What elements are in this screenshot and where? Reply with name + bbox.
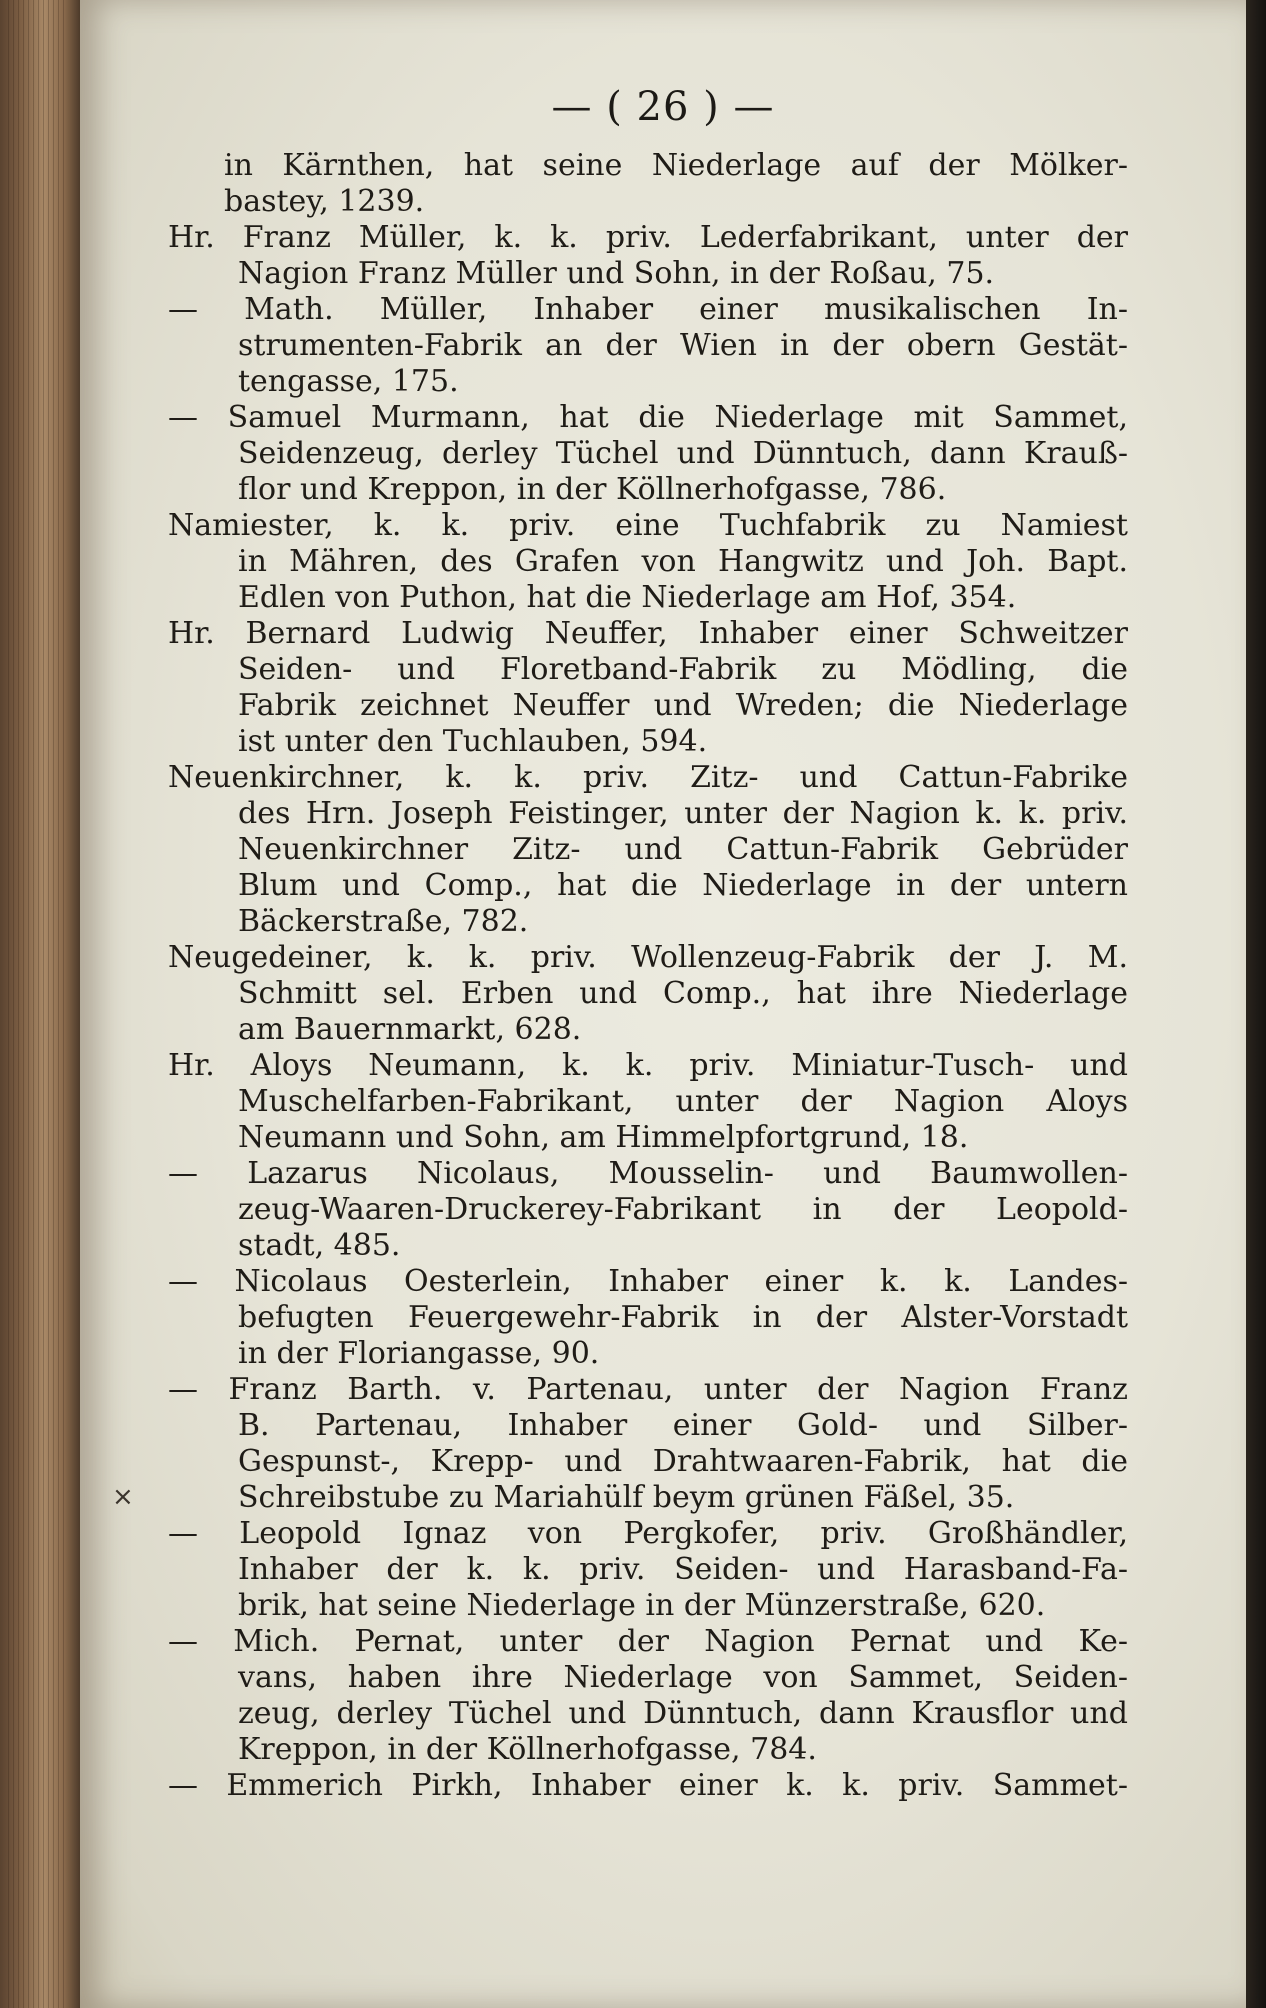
text-line: am Bauernmarkt, 628. <box>238 1012 582 1047</box>
text-line: vans, haben ihre Niederlage von Sammet, Seiden- <box>238 1660 1128 1695</box>
text-line: Kreppon, in der Köllnerhofgasse, 784. <box>238 1732 817 1767</box>
text-line: — Samuel Murmann, hat die Niederlage mit Sammet, <box>168 400 1128 435</box>
text-line: brik, hat seine Niederlage in der Münzerstraße, 620. <box>238 1588 1046 1623</box>
text-line: — Franz Barth. v. Partenau, unter der Nagion Franz <box>168 1372 1128 1407</box>
text-line: Inhaber der k. k. priv. Seiden- und Harasband-Fa- <box>238 1552 1128 1587</box>
text-line: Neuenkirchner, k. k. priv. Zitz- und Cattun-Fabrike <box>168 760 1128 795</box>
page-stack-edge <box>8 0 68 2008</box>
text-line: Namiester, k. k. priv. eine Tuchfabrik zu Namiest <box>168 508 1128 543</box>
text-line: Seidenzeug, derley Tüchel und Dünntuch, dann Krauß- <box>238 436 1128 471</box>
text-line: flor und Kreppon, in der Köllnerhofgasse, 786. <box>238 472 947 507</box>
text-line: — Math. Müller, Inhaber einer musikalischen In- <box>168 292 1128 327</box>
text-line: — Nicolaus Oesterlein, Inhaber einer k. k. Landes- <box>168 1264 1128 1299</box>
text-line: Neumann und Sohn, am Himmelpfortgrund, 18. <box>238 1120 969 1155</box>
text-line: in Kärnthen, hat seine Niederlage auf der Mölker- <box>224 148 1128 183</box>
page-number-header: — ( 26 ) — <box>551 84 775 130</box>
text-line: — Mich. Pernat, unter der Nagion Pernat und Ke- <box>168 1624 1128 1659</box>
text-line: Hr. Franz Müller, k. k. priv. Lederfabrikant, unter der <box>168 220 1128 255</box>
directory-text-block <box>168 148 1128 1804</box>
text-line: Nagion Franz Müller und Sohn, in der Roßau, 75. <box>238 256 995 291</box>
text-line: zeug-Waaren-Druckerey-Fabrikant in der Leopold- <box>238 1192 1128 1227</box>
text-line: Hr. Bernard Ludwig Neuffer, Inhaber einer Schweitzer <box>168 616 1128 651</box>
text-line: zeug, derley Tüchel und Dünntuch, dann Krausflor und <box>238 1696 1128 1731</box>
text-line: Blum und Comp., hat die Niederlage in der untern <box>238 868 1128 903</box>
text-line: Muschelfarben-Fabrikant, unter der Nagion Aloys <box>238 1084 1128 1119</box>
text-line: in der Floriangasse, 90. <box>238 1336 600 1371</box>
text-line: — Emmerich Pirkh, Inhaber einer k. k. priv. Sammet- <box>168 1768 1128 1803</box>
text-line: stadt, 485. <box>238 1228 401 1263</box>
text-line: Fabrik zeichnet Neuffer und Wreden; die Niederlage <box>238 688 1128 723</box>
margin-mark: × <box>112 1482 134 1512</box>
text-line: — Leopold Ignaz von Pergkofer, priv. Großhändler, <box>168 1516 1128 1551</box>
text-line: strumenten-Fabrik an der Wien in der obern Gestät- <box>238 328 1128 363</box>
text-line: Bäckerstraße, 782. <box>238 904 529 939</box>
text-line: Gespunst-, Krepp- und Drahtwaaren-Fabrik, hat die <box>238 1444 1128 1479</box>
text-line: Seiden- und Floretband-Fabrik zu Mödling, die <box>238 652 1128 687</box>
text-line: — Lazarus Nicolaus, Mousselin- und Baumwollen- <box>168 1156 1128 1191</box>
text-line: Schreibstube zu Mariahülf beym grünen Fäßel, 35. <box>238 1480 1015 1515</box>
text-line: Neugedeiner, k. k. priv. Wollenzeug-Fabrik der J. M. <box>168 940 1128 975</box>
text-line: bastey, 1239. <box>224 184 425 219</box>
text-line: ist unter den Tuchlauben, 594. <box>238 724 708 759</box>
page-right-shadow <box>1246 0 1266 2008</box>
text-line: Neuenkirchner Zitz- und Cattun-Fabrik Gebrüder <box>238 832 1128 867</box>
text-line: befugten Feuergewehr-Fabrik in der Alster-Vorstadt <box>238 1300 1128 1335</box>
text-line: Schmitt sel. Erben und Comp., hat ihre Niederlage <box>238 976 1128 1011</box>
text-line: Hr. Aloys Neumann, k. k. priv. Miniatur-Tusch- und <box>168 1048 1128 1083</box>
text-line: in Mähren, des Grafen von Hangwitz und Joh. Bapt. <box>238 544 1128 579</box>
text-line: Edlen von Puthon, hat die Niederlage am Hof, 354. <box>238 580 1017 615</box>
text-line: des Hrn. Joseph Feistinger, unter der Nagion k. k. priv. <box>238 796 1128 831</box>
text-line: B. Partenau, Inhaber einer Gold- und Silber- <box>238 1408 1128 1443</box>
text-line: tengasse, 175. <box>238 364 459 399</box>
